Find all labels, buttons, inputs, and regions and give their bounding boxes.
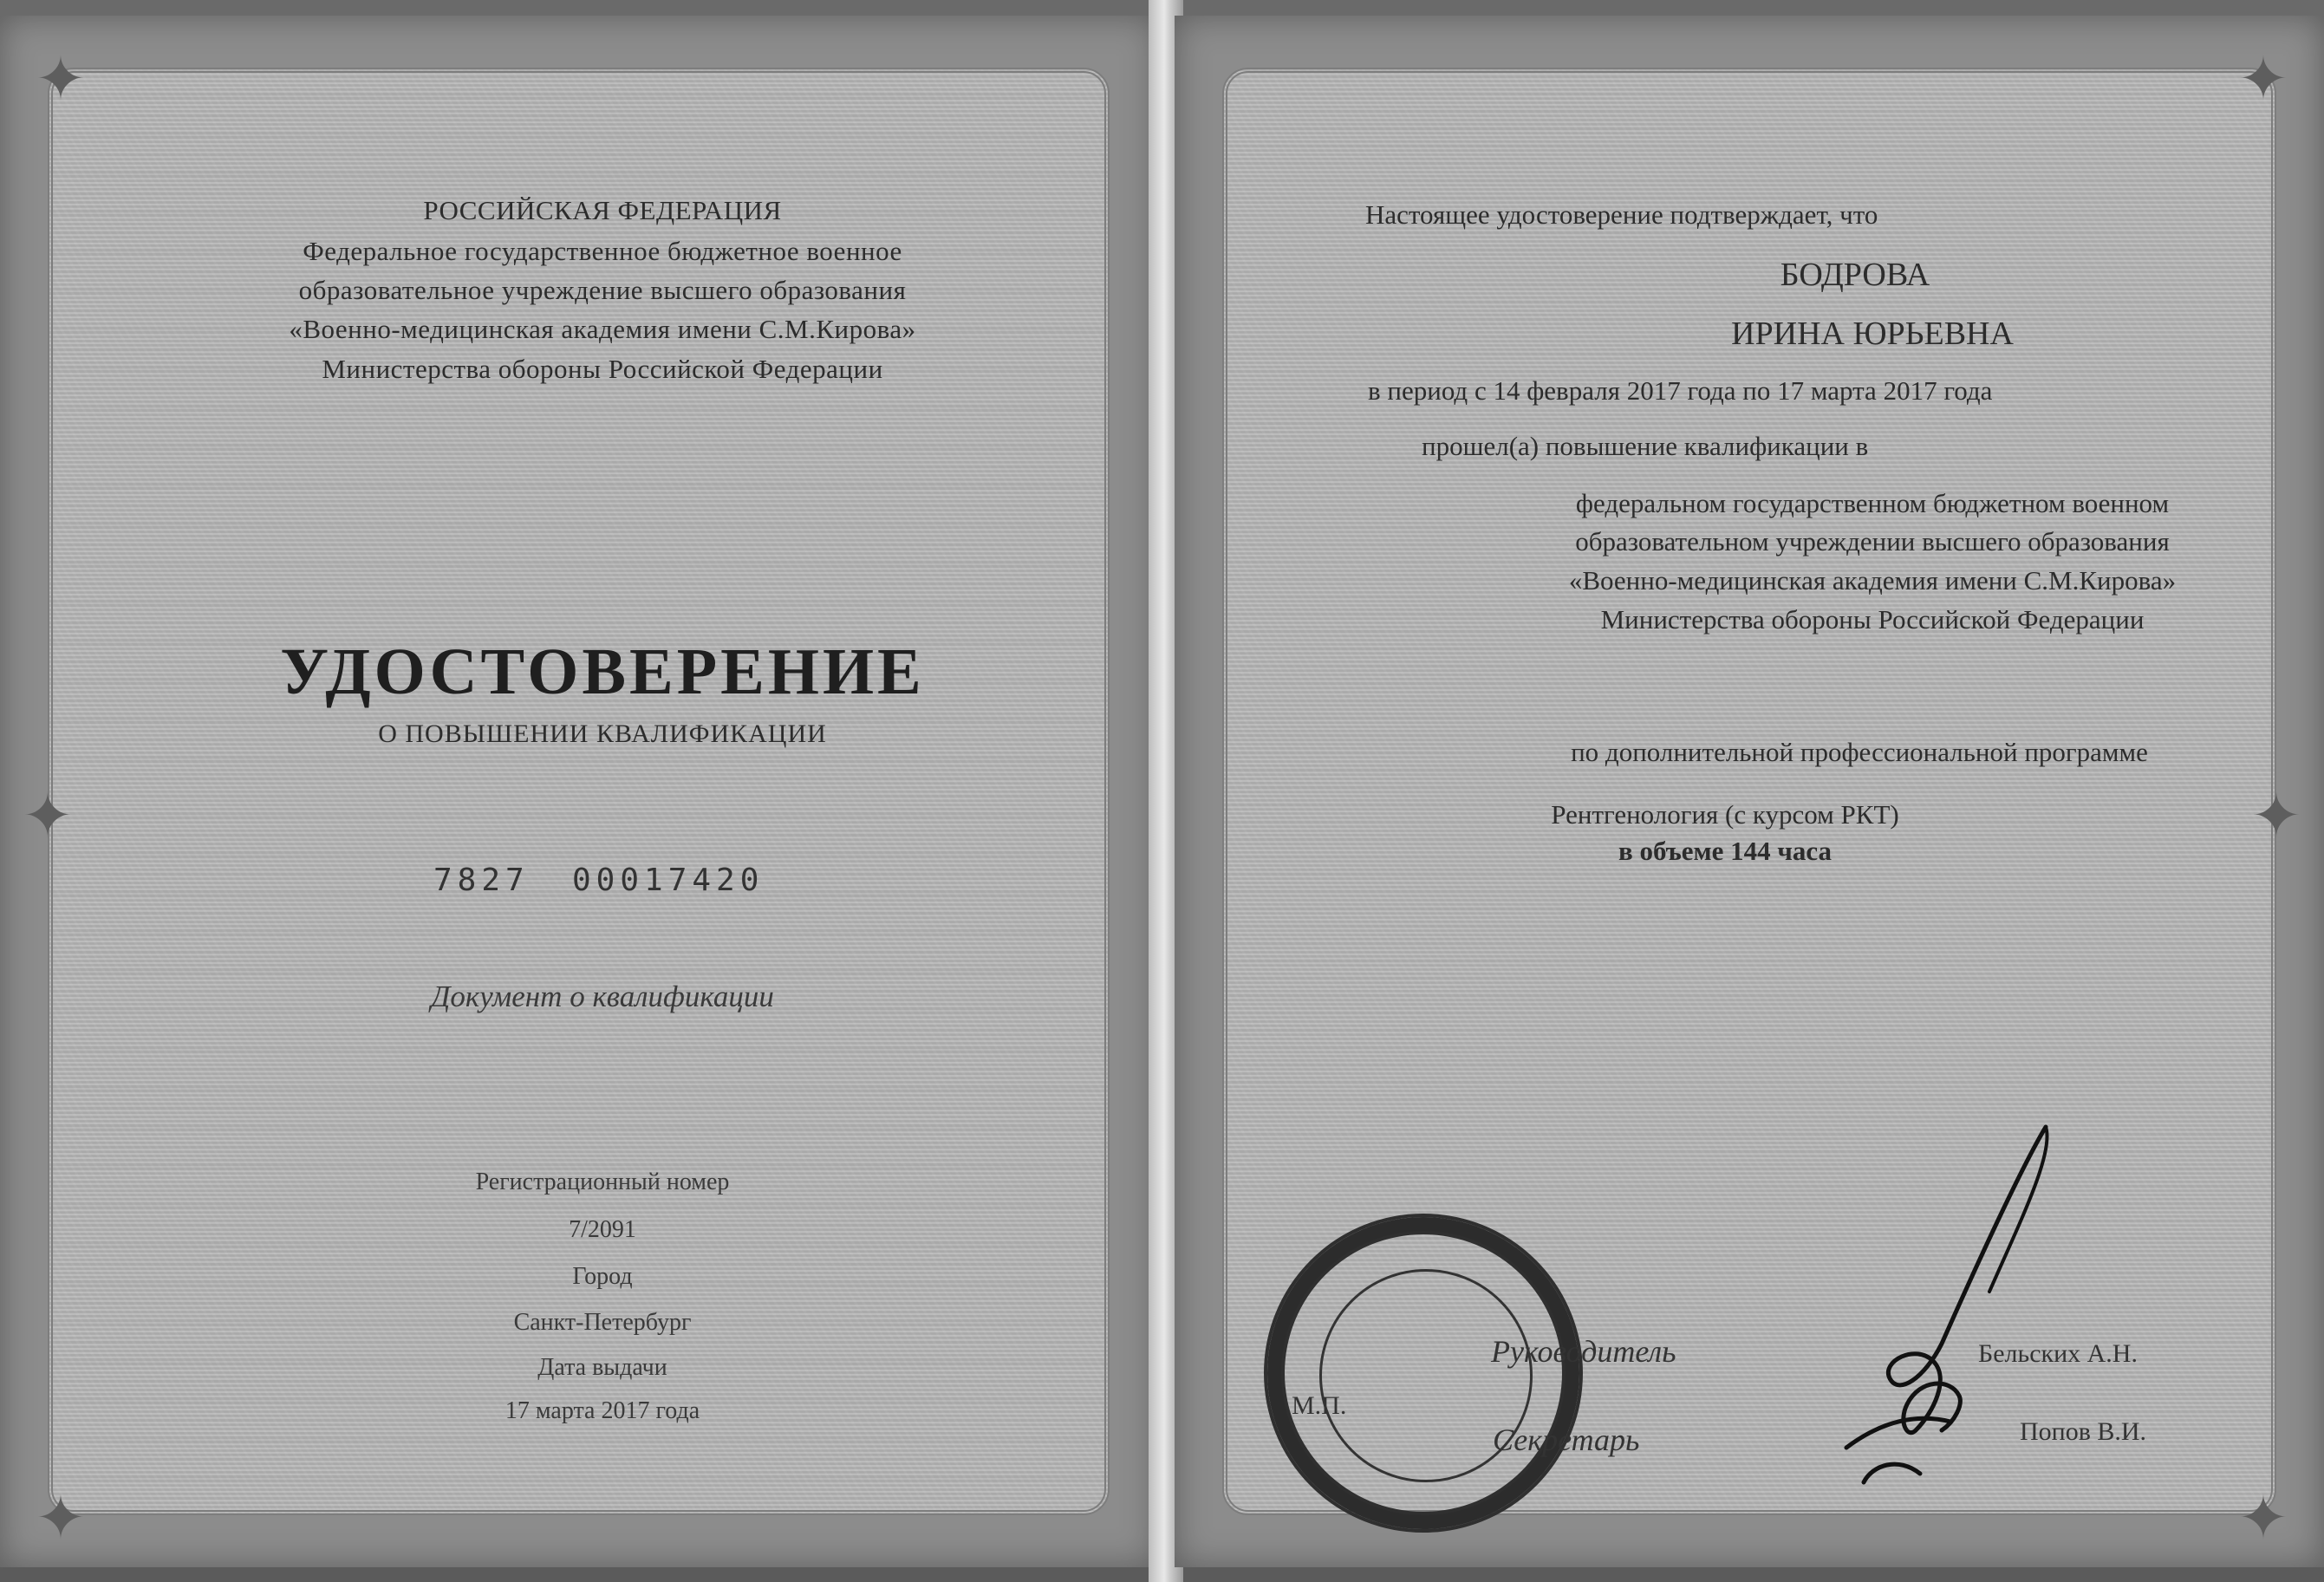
registration-number: 7/2091 (569, 1216, 636, 1243)
institution-line: Федеральное государственное бюджетное военное (303, 236, 902, 266)
institution-line: «Военно-медицинская академия имени С.М.Кирова» (289, 314, 916, 344)
city-label: Город (572, 1263, 633, 1290)
institution-line: федеральном государственном бюджетном военном (1575, 488, 2170, 518)
corner-ornament-icon: ✦ (2250, 784, 2302, 850)
official-seal (1264, 1214, 1583, 1533)
secretary-role: Секретарь (1493, 1422, 1640, 1457)
issue-date-label: Дата выдачи (537, 1354, 667, 1381)
handwritten-signature (1768, 1118, 2141, 1500)
institution-line: образовательном учреждении высшего образования (1575, 526, 2170, 557)
document-number: 00017420 (572, 863, 765, 898)
corner-ornament-icon: ✦ (35, 1486, 87, 1553)
holder-surname: БОДРОВА (1780, 257, 1930, 293)
institution-line: Министерства обороны Российской Федерации (322, 354, 883, 384)
program-intro: по дополнительной профессиональной программе (1571, 737, 2148, 767)
institution-line: Министерства обороны Российской Федерации (1600, 604, 2145, 635)
intro-text: Настоящее удостоверение подтверждает, что (1365, 199, 1878, 230)
issue-date: 17 марта 2017 года (505, 1397, 700, 1424)
head-role: Руководитель (1491, 1334, 1676, 1369)
institution-line: образовательное учреждение высшего образования (298, 275, 907, 305)
stamp-place-label: М.П. (1292, 1391, 1347, 1420)
corner-ornament-icon: ✦ (35, 47, 87, 114)
program-name: Рентгенология (с курсом РКТ) (1551, 799, 1899, 830)
completion-statement: прошел(а) повышение квалификации в (1422, 431, 1869, 461)
head-name: Бельских А.Н. (1978, 1339, 2138, 1368)
secretary-name: Попов В.И. (2020, 1417, 2147, 1446)
document-subtitle: О ПОВЫШЕНИИ КВАЛИФИКАЦИИ (378, 719, 827, 748)
holder-given-names: ИРИНА ЮРЬЕВНА (1731, 316, 2014, 352)
program-volume: в объеме 144 часа (1618, 836, 1833, 866)
corner-ornament-icon: ✦ (22, 784, 74, 850)
country-header: РОССИЙСКАЯ ФЕДЕРАЦИЯ (423, 195, 782, 225)
registration-label: Регистрационный номер (475, 1169, 730, 1195)
corner-ornament-icon: ✦ (2237, 47, 2289, 114)
training-period: в период с 14 февраля 2017 года по 17 марта 2017 года (1368, 375, 1993, 406)
document-title: УДОСТОВЕРЕНИЕ (280, 635, 925, 708)
series-number: 7827 (433, 863, 530, 898)
document-type: Документ о квалификации (431, 980, 774, 1013)
corner-ornament-icon: ✦ (2237, 1486, 2289, 1553)
institution-line: «Военно-медицинская академия имени С.М.Кирова» (1568, 565, 2177, 596)
city-value: Санкт-Петербург (513, 1309, 692, 1336)
